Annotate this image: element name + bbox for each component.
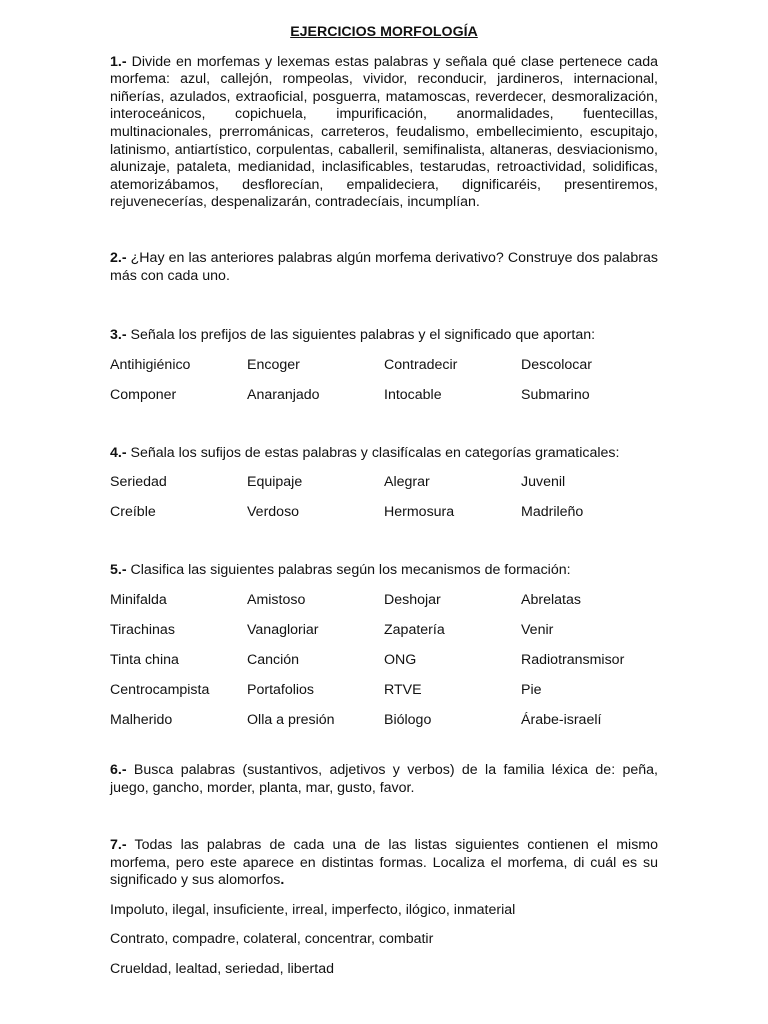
exercise-1-number: 1.- xyxy=(110,53,127,70)
word-item: Árabe-israelí xyxy=(521,711,602,728)
exercise-5-word-grid xyxy=(110,592,658,742)
exercise-6 xyxy=(110,762,658,797)
exercise-7-list-2: Contrato, compadre, colateral, concentrar, combatir xyxy=(110,931,434,948)
exercise-2-number: 2.- xyxy=(110,249,127,266)
exercise-7-number: 7.- xyxy=(110,837,127,854)
word-item: Creíble xyxy=(110,504,156,521)
exercise-5-text: Clasifica las siguientes palabras según los mecanismos de formación: xyxy=(130,562,571,579)
word-item: Antihigiénico xyxy=(110,356,191,373)
word-item: ONG xyxy=(384,651,417,668)
word-item: Componer xyxy=(110,386,177,403)
word-item: RTVE xyxy=(384,681,422,698)
word-item: Tirachinas xyxy=(110,621,175,638)
exercise-7-text: Todas las palabras de cada una de las listas siguientes contienen el mismo morfema, pero este aparece en distintas formas. Localiza el morfema, di cuál es su significado y sus alomorfos xyxy=(110,837,659,889)
word-item: Zapatería xyxy=(384,621,445,638)
word-item: Venir xyxy=(521,621,554,638)
page-title: EJERCICIOS MORFOLOGÍA xyxy=(290,24,478,40)
word-item: Amistoso xyxy=(247,591,306,608)
word-item: Canción xyxy=(247,651,300,668)
word-item: Seriedad xyxy=(110,474,167,491)
word-item: Hermosura xyxy=(384,504,455,521)
exercise-1 xyxy=(110,54,658,212)
word-item: Madrileño xyxy=(521,504,584,521)
word-item: Deshojar xyxy=(384,591,441,608)
word-item: Juvenil xyxy=(521,474,566,491)
document-page xyxy=(110,24,658,979)
word-item: Radiotransmisor xyxy=(521,651,625,668)
word-item: Verdoso xyxy=(247,504,300,521)
word-item: Olla a presión xyxy=(247,711,335,728)
exercise-7-list-3: Crueldad, lealtad, seriedad, libertad xyxy=(110,961,334,978)
word-item: Pie xyxy=(521,681,542,698)
word-item: Minifalda xyxy=(110,591,167,608)
word-item: Malherido xyxy=(110,711,173,728)
word-item: Intocable xyxy=(384,386,442,403)
exercise-2 xyxy=(110,250,658,285)
exercise-6-number: 6.- xyxy=(110,761,127,778)
word-item: Equipaje xyxy=(247,474,303,491)
exercise-7-list-1: Impoluto, ilegal, insuficiente, irreal, imperfecto, ilógico, inmaterial xyxy=(110,901,516,918)
exercise-4 xyxy=(110,445,658,463)
exercise-6-text: Busca palabras (sustantivos, adjetivos y verbos) de la familia léxica de: peña, juego, gancho, morder, planta, mar, gusto, favor. xyxy=(110,761,658,796)
word-item: Tinta china xyxy=(110,651,179,668)
exercise-4-number: 4.- xyxy=(110,444,127,461)
word-item: Encoger xyxy=(247,356,300,373)
exercise-5-number: 5.- xyxy=(110,562,127,579)
word-item: Centrocampista xyxy=(110,681,210,698)
exercise-1-text: Divide en morfemas y lexemas estas palabras y señala qué clase pertenece cada morfema: azul, callejón, rompeolas, vividor, reconducir, jardineros, internacional, niñerías, azulados, extraoficial, posguerra, matamoscas, reverdecer, desmoralización, interoceánicos, copichuela, impurificación, anormalidades, fuentecillas, multinacionales, prerrománicas, carreteros, feudalismo, embellecimiento, escupitajo, latinismo, antiartístico, corpulentas, caballeril, semifinalista, altaneras, desviacionismo, alunizaje, pataleta, medianidad, inclasificables, testarudas, retroactividad, solidificas, atemorizábamos, desflorecían, empalideciera, dignificaréis, presentiremos, rejuvenecerías, despenalizarán, contradecíais, incumplían. xyxy=(110,53,658,211)
word-item: Contradecir xyxy=(384,356,458,373)
exercise-4-text: Señala los sufijos de estas palabras y clasifícalas en categorías gramaticales: xyxy=(130,444,620,461)
exercise-4-word-grid xyxy=(110,474,658,534)
exercise-7-end: . xyxy=(280,872,285,889)
word-item: Submarino xyxy=(521,386,590,403)
exercise-7 xyxy=(110,837,658,890)
exercise-3-number: 3.- xyxy=(110,327,127,344)
exercise-3 xyxy=(110,327,658,345)
word-item: Portafolios xyxy=(247,681,315,698)
exercise-5 xyxy=(110,562,658,580)
word-item: Biólogo xyxy=(384,711,432,728)
word-item: Descolocar xyxy=(521,356,592,373)
word-item: Anaranjado xyxy=(247,386,320,403)
exercise-2-text: ¿Hay en las anteriores palabras algún morfema derivativo? Construye dos palabras más con cada uno. xyxy=(110,249,658,284)
exercise-3-word-grid xyxy=(110,357,658,417)
word-item: Vanagloriar xyxy=(247,621,319,638)
word-item: Abrelatas xyxy=(521,591,581,608)
exercise-3-text: Señala los prefijos de las siguientes palabras y el significado que aportan: xyxy=(130,327,596,344)
word-item: Alegrar xyxy=(384,474,430,491)
